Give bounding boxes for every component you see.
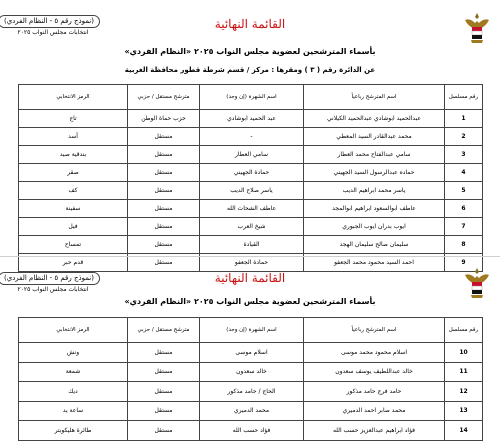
col-header-number: رقم مسلسل [445, 318, 483, 343]
cell-number: 12 [445, 382, 483, 402]
form-number-label: (نموذج رقم ٥ - النظام الفردي) [0, 15, 100, 28]
table-row [19, 110, 483, 128]
cell-number: 10 [445, 343, 483, 363]
cell-number: 9 [445, 254, 483, 272]
cell-name: سليمان صالح سليمان الهجد [304, 236, 445, 254]
cell-number: 5 [445, 182, 483, 200]
candidates-table [18, 317, 483, 441]
cell-number: 6 [445, 200, 483, 218]
cell-name: احمد السيد محمود محمد الجعفو [304, 254, 445, 272]
table-row [19, 401, 483, 421]
col-header-name: اسم المترشح رباعياً [304, 85, 445, 110]
cell-status: مستقل [128, 200, 200, 218]
cell-nickname: شيخ العرب [200, 218, 304, 236]
district-subheading: عن الدائرة رقم ( ٣ ) ومقرها : مركز / قسم شرطة قطور محافظة الغربية [124, 66, 376, 74]
cell-nickname: عبد الحميد ابوشادي [200, 110, 304, 128]
table-row [19, 421, 483, 441]
cell-symbol: قدم حبر [19, 254, 128, 272]
cell-number: 3 [445, 146, 483, 164]
cell-status: مستقل [128, 343, 200, 363]
cell-status: مستقل [128, 401, 200, 421]
cell-nickname: سامي العطار [200, 146, 304, 164]
cell-name: محمد صابر احمد الدميري [304, 401, 445, 421]
table-row [19, 362, 483, 382]
cell-name: حامد فرج حامد مذكور [304, 382, 445, 402]
table-row [19, 146, 483, 164]
col-header-symbol: الرمز الانتخابي [19, 318, 128, 343]
table-row [19, 128, 483, 146]
cell-name: اسلام محمود محمد موسى [304, 343, 445, 363]
cell-number: 2 [445, 128, 483, 146]
cell-status: مستقل [128, 164, 200, 182]
cell-nickname: عاطف الشحات الله [200, 200, 304, 218]
table-row [19, 182, 483, 200]
cell-nickname: - [200, 128, 304, 146]
cell-status: مستقل [128, 362, 200, 382]
cell-number: 4 [445, 164, 483, 182]
cell-symbol: فيل [19, 218, 128, 236]
cell-nickname: حمادة الجعفو [200, 254, 304, 272]
cell-status: حزب حماة الوطن [128, 110, 200, 128]
cell-status: مستقل [128, 421, 200, 441]
col-header-number: رقم مسلسل [445, 85, 483, 110]
candidates-heading: بأسماء المترشحين لعضوية مجلس النواب ٢٠٢٥ «النظام الفردي» [124, 47, 376, 56]
cell-nickname: ياسر صلاح الديب [200, 182, 304, 200]
cell-symbol: سفينة [19, 200, 128, 218]
cell-nickname: الحاج / حامد مذكور [200, 382, 304, 402]
cell-status: مستقل [128, 236, 200, 254]
cell-number: 13 [445, 401, 483, 421]
cell-number: 1 [445, 110, 483, 128]
cell-symbol: ونش [19, 343, 128, 363]
cell-nickname: القيادة [200, 236, 304, 254]
cell-nickname: فؤاد حسب الله [200, 421, 304, 441]
cell-name: فؤاد ابراهيم عبدالعزيز حسب الله [304, 421, 445, 441]
cell-name: عبدالحميد ابوشادي عبدالحميد الكيلاني [304, 110, 445, 128]
cell-status: مستقل [128, 382, 200, 402]
cell-name: خالد عبداللطيف يوسف سعدون [304, 362, 445, 382]
cell-symbol: تاج [19, 110, 128, 128]
cell-status: مستقل [128, 182, 200, 200]
cell-symbol: شمعة [19, 362, 128, 382]
cell-nickname: اسلام موسى [200, 343, 304, 363]
cell-name: ياسر محمد ابراهيم الديب [304, 182, 445, 200]
candidates-heading: بأسماء المترشحين لعضوية مجلس النواب ٢٠٢٥ «النظام الفردي» [124, 297, 376, 306]
final-list-title: القائمة النهائية [214, 271, 286, 285]
col-header-nickname: اسم الشهرة (إن وجد) [200, 318, 304, 343]
table-header-row [19, 318, 483, 343]
cell-status: مستقل [128, 146, 200, 164]
list-section-2 [0, 256, 500, 434]
cell-number: 14 [445, 421, 483, 441]
col-header-nickname: اسم الشهرة (إن وجد) [200, 85, 304, 110]
cell-name: محمد عبدالقادر السيد المعطي [304, 128, 445, 146]
cell-nickname: خالد سعدون [200, 362, 304, 382]
cell-status: مستقل [128, 218, 200, 236]
cell-symbol: أسد [19, 128, 128, 146]
cell-name: حماده عبدالرسول السيد الجهيني [304, 164, 445, 182]
election-label: انتخابات مجلس النواب ٢٠٢٥ [17, 29, 89, 36]
cell-status: مستقل [128, 254, 200, 272]
table-row [19, 200, 483, 218]
cell-name: ايوب بدران ايوب الجبوري [304, 218, 445, 236]
candidates-table [18, 84, 483, 272]
table-row [19, 236, 483, 254]
col-header-symbol: الرمز الانتخابي [19, 85, 128, 110]
col-header-status: مترشح مستقل / حزبي [128, 85, 200, 110]
cell-status: مستقل [128, 128, 200, 146]
table-row [19, 164, 483, 182]
cell-symbol: بندقية صيد [19, 146, 128, 164]
cell-symbol: كف [19, 182, 128, 200]
table-row [19, 218, 483, 236]
cell-number: 8 [445, 236, 483, 254]
table-row [19, 343, 483, 363]
cell-nickname: حمادة الجهيني [200, 164, 304, 182]
cell-symbol: ديك [19, 382, 128, 402]
form-number-label: (نموذج رقم ٥ - النظام الفردي) [0, 272, 100, 285]
cell-number: 11 [445, 362, 483, 382]
col-header-status: مترشح مستقل / حزبي [128, 318, 200, 343]
table-header-row [19, 85, 483, 110]
cell-symbol: ساعة يد [19, 401, 128, 421]
cell-name: سامي عبدالفتاح محمد العطار [304, 146, 445, 164]
cell-number: 7 [445, 218, 483, 236]
cell-symbol: طائرة هليكوبتر [19, 421, 128, 441]
election-label: انتخابات مجلس النواب ٢٠٢٥ [17, 286, 89, 293]
cell-name: عاطف ابوالسعود ابراهيم ابوالمجد [304, 200, 445, 218]
col-header-name: اسم المترشح رباعياً [304, 318, 445, 343]
cell-symbol: تمساح [19, 236, 128, 254]
cell-symbol: صقر [19, 164, 128, 182]
cell-nickname: محمد الدميري [200, 401, 304, 421]
table-row [19, 382, 483, 402]
final-list-title: القائمة النهائية [214, 17, 286, 31]
